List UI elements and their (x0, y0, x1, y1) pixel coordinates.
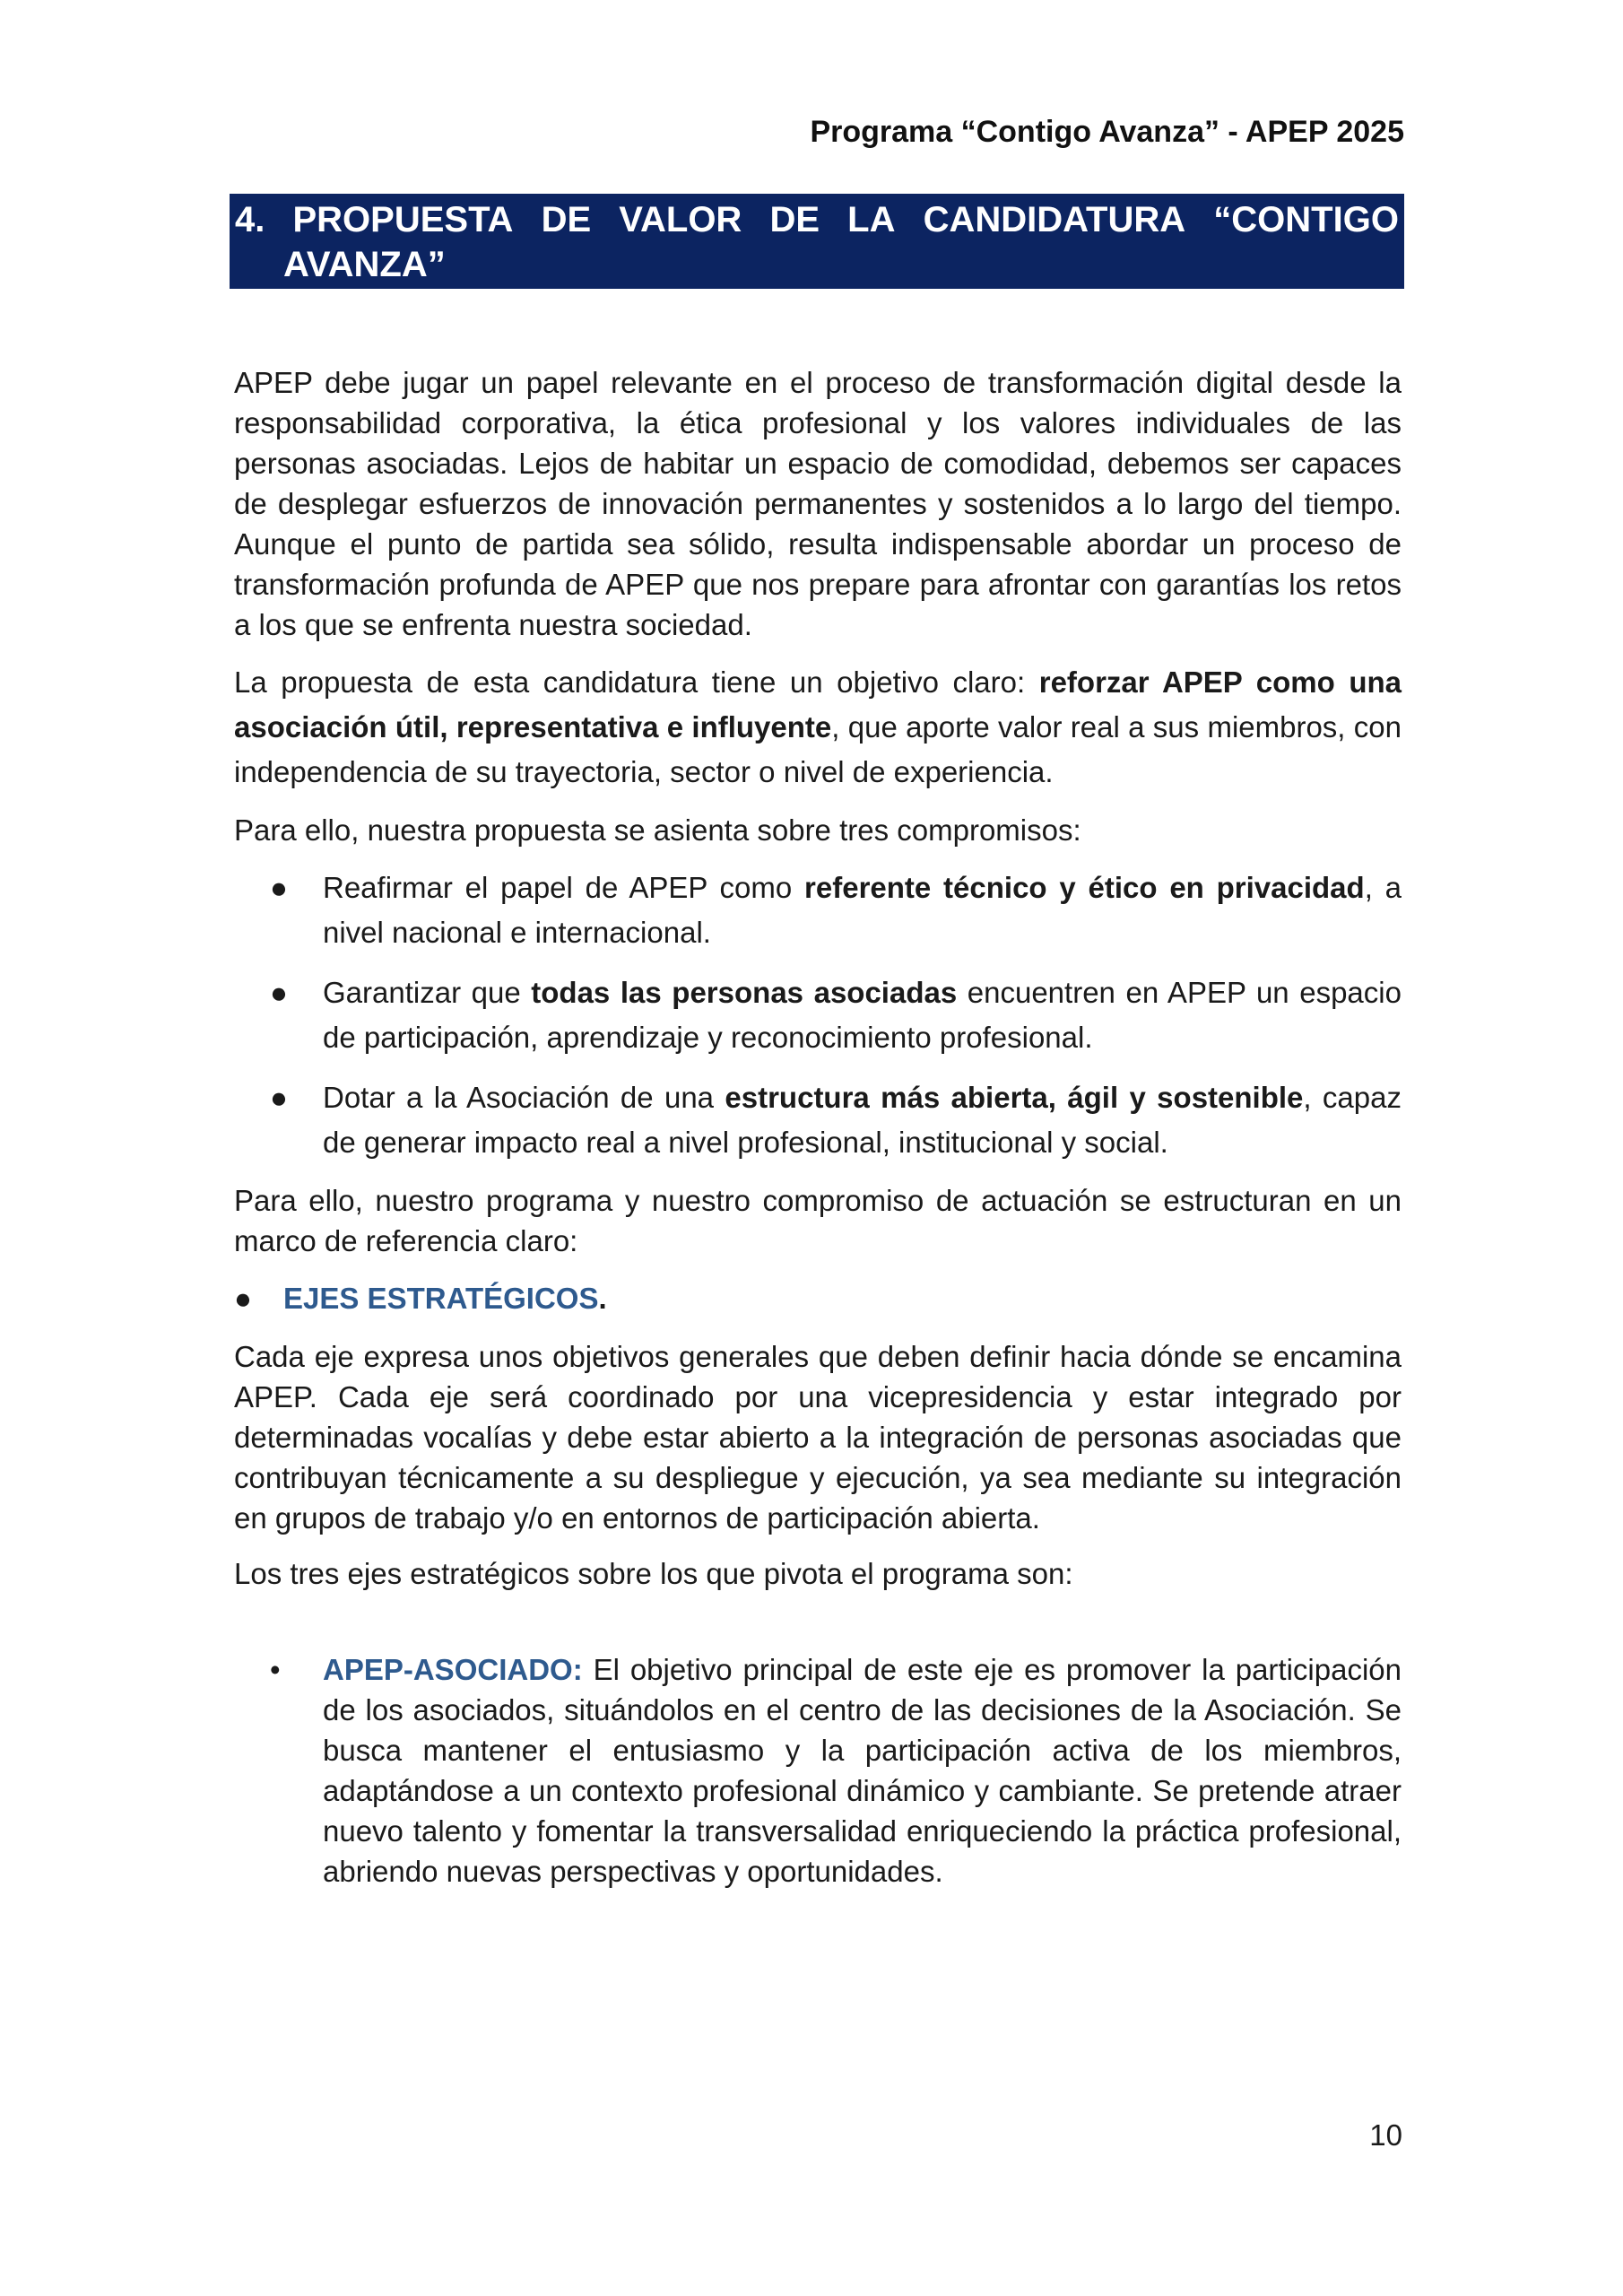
objective-paragraph (234, 660, 1402, 795)
heading-word: LA (847, 200, 896, 239)
commitment-item (234, 865, 1402, 955)
heading-word: CANDIDATURA (923, 200, 1186, 239)
commitment-text-end: , capaz de generar impacto real a nivel profesional, institucional y social. (323, 1081, 1402, 1159)
axis-description: El objetivo principal de este eje es promover la participación de los asociados, situándolos en el centro de las decisiones de la Asociación. Se busca mantener el entusiasmo y la participación activa de los miembros, adaptándose a un contexto profesional dinámico y cambiante. Se pretende atraer nuevo talento y fomentar la transversalidad enriqueciendo la práctica profesional, abriendo nuevas perspectivas y oportunidades. (323, 1653, 1402, 1888)
section-heading-line-2: AVANZA” (283, 245, 446, 284)
commitment-highlight: estructura más abierta, ágil y sostenible (725, 1081, 1304, 1114)
section-number: 4. (235, 200, 265, 239)
commitment-text-end: encuentren en APEP un espacio de participación, aprendizaje y reconocimiento profesional. (323, 976, 1402, 1054)
axes-intro: Los tres ejes estratégicos sobre los que pivota el programa son: (234, 1557, 1073, 1590)
intro-paragraph: APEP debe jugar un papel relevante en el proceso de transformación digital desde la responsabilidad corporativa, la ética profesional y los valores individuales de las personas asociadas. Lejos de habitar un espacio de comodidad, debemos ser capaces de desplegar esfuerzos de innovación permanentes y sostenidos a lo largo del tiempo. Aunque el punto de partida sea sólido, resulta indispensable abordar un proceso de transformación profunda de APEP que nos prepare para afrontar con garantías los retos a los que se enfrenta nuestra sociedad. (234, 366, 1402, 641)
heading-word: PROPUESTA (292, 200, 514, 239)
framework-paragraph: Para ello, nuestro programa y nuestro compromiso de actuación se estructuran en un marco de referencia claro: (234, 1184, 1402, 1257)
commitment-item (234, 1075, 1402, 1165)
axes-heading-period: . (598, 1282, 607, 1315)
body-text (234, 362, 1402, 1892)
running-header: Programa “Contigo Avanza” - APEP 2025 (810, 115, 1404, 149)
axis-label: APEP-ASOCIADO: (323, 1653, 583, 1686)
bullet-icon: ● (234, 1282, 252, 1315)
commitment-text-start: Garantizar que (323, 976, 532, 1009)
page-number: 10 (1369, 2118, 1402, 2152)
bullet-icon: ● (270, 1081, 288, 1114)
axes-heading: EJES ESTRATÉGICOS (283, 1282, 599, 1315)
section-heading-line-1 (235, 197, 1399, 242)
commitment-text-end: , a nivel nacional e internacional. (323, 871, 1402, 949)
bullet-icon: ● (270, 976, 288, 1009)
objective-highlight: reforzar APEP como una asociación útil, representativa e influyente (234, 665, 1402, 744)
commitment-highlight: todas las personas asociadas (531, 976, 958, 1009)
heading-word: VALOR (619, 200, 742, 239)
heading-word: DE (769, 200, 820, 239)
heading-word: “CONTIGO (1213, 200, 1399, 239)
commitments-intro: Para ello, nuestra propuesta se asienta sobre tres compromisos: (234, 813, 1081, 847)
axes-description: Cada eje expresa unos objetivos generales que deben definir hacia dónde se encamina APEP. Cada eje será coordinado por una vicepresidencia y estar integrado por determinadas vocalías y debe estar abierto a la integración de personas asociadas que contribuyan técnicamente a su despliegue y ejecución, ya sea mediante su integración en grupos de trabajo y/o en entornos de participación abierta. (234, 1340, 1402, 1535)
commitment-text-start: Dotar a la Asociación de una (323, 1081, 725, 1114)
bullet-icon: • (270, 1653, 281, 1686)
objective-text-start: La propuesta de esta candidatura tiene un objetivo claro: (234, 665, 1039, 699)
axes-heading-item (234, 1276, 1402, 1321)
axis-item-apep-asociado (234, 1649, 1402, 1892)
objective-text-end: , que aporte valor real a sus miembros, con independencia de su trayectoria, sector o nivel de experiencia. (234, 710, 1402, 788)
commitment-highlight: referente técnico y ético en privacidad (804, 871, 1365, 904)
section-heading (230, 194, 1404, 289)
commitment-text-start: Reafirmar el papel de APEP como (323, 871, 805, 904)
bullet-icon: ● (270, 871, 288, 904)
heading-word: DE (541, 200, 592, 239)
commitment-item (234, 970, 1402, 1060)
